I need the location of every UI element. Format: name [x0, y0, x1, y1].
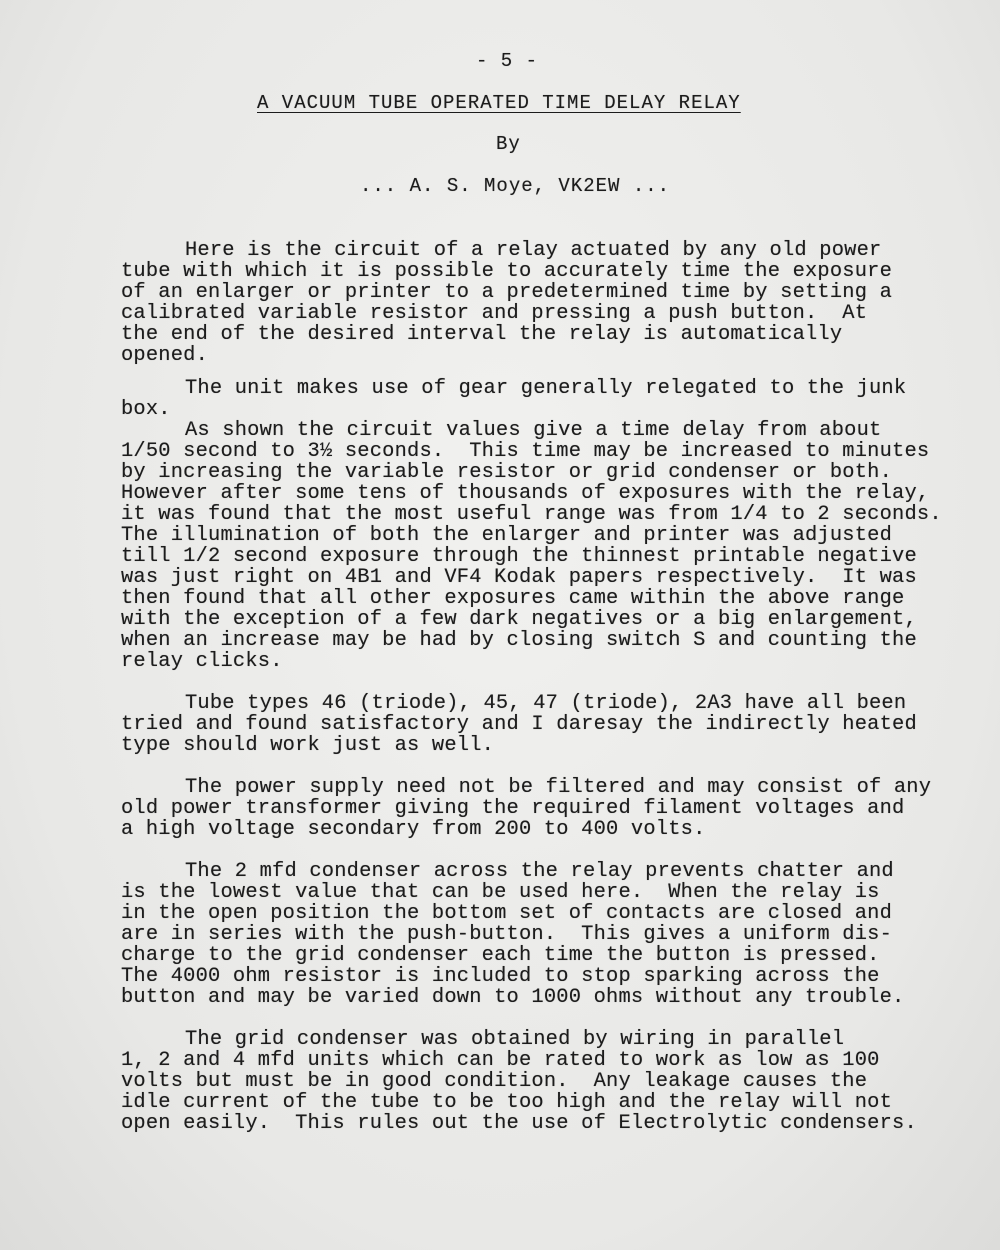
- text-line: it was found that the most useful range was from 1/4 to 2 seconds.: [121, 503, 942, 526]
- text-line: charge to the grid condenser each time the button is pressed.: [121, 944, 880, 967]
- text-line: The unit makes use of gear generally relegated to the junk: [185, 377, 907, 400]
- byline: By: [496, 133, 521, 155]
- text-line: was just right on 4B1 and VF4 Kodak papers respectively. It was: [121, 566, 917, 589]
- text-line: Tube types 46 (triode), 45, 47 (triode), 2A3 have all been: [185, 692, 907, 715]
- text-line: in the open position the bottom set of contacts are closed and: [121, 902, 893, 925]
- text-line: tried and found satisfactory and I daresay the indirectly heated: [121, 713, 917, 736]
- text-line: then found that all other exposures came within the above range: [121, 587, 905, 610]
- text-line: The 2 mfd condenser across the relay prevents chatter and: [185, 860, 894, 883]
- text-line: idle current of the tube to be too high and the relay will not: [121, 1091, 893, 1114]
- text-line: open easily. This rules out the use of Electrolytic condensers.: [121, 1112, 917, 1135]
- text-line: button and may be varied down to 1000 ohms without any trouble.: [121, 986, 905, 1009]
- author-line: ... A. S. Moye, VK2EW ...: [360, 175, 671, 197]
- text-line: with the exception of a few dark negatives or a big enlargement,: [121, 608, 917, 631]
- document-title: A VACUUM TUBE OPERATED TIME DELAY RELAY: [257, 92, 741, 114]
- text-line: box.: [121, 398, 171, 421]
- page-number: - 5 -: [476, 50, 539, 72]
- text-line: calibrated variable resistor and pressing a push button. At: [121, 302, 868, 325]
- text-line: The 4000 ohm resistor is included to stop sparking across the: [121, 965, 880, 988]
- text-line: is the lowest value that can be used here. When the relay is: [121, 881, 880, 904]
- text-line: till 1/2 second exposure through the thinnest printable negative: [121, 545, 917, 568]
- text-line: of an enlarger or printer to a predetermined time by setting a: [121, 281, 893, 304]
- text-line: the end of the desired interval the relay is automatically: [121, 323, 843, 346]
- text-line: However after some tens of thousands of exposures with the relay,: [121, 482, 930, 505]
- text-line: The grid condenser was obtained by wiring in parallel: [185, 1028, 845, 1051]
- text-line: by increasing the variable resistor or grid condenser or both.: [121, 461, 893, 484]
- text-line: old power transformer giving the required filament voltages and: [121, 797, 905, 820]
- text-line: The illumination of both the enlarger and printer was adjusted: [121, 524, 893, 547]
- text-line: As shown the circuit values give a time delay from about: [185, 419, 882, 442]
- text-line: tube with which it is possible to accurately time the exposure: [121, 260, 893, 283]
- text-line: 1/50 second to 3½ seconds. This time may be increased to minutes: [121, 440, 930, 463]
- text-line: a high voltage secondary from 200 to 400 volts.: [121, 818, 706, 841]
- text-line: are in series with the push-button. This gives a uniform dis-: [121, 923, 893, 946]
- text-line: Here is the circuit of a relay actuated by any old power: [185, 239, 882, 262]
- text-line: type should work just as well.: [121, 734, 495, 757]
- text-line: volts but must be in good condition. Any leakage causes the: [121, 1070, 868, 1093]
- text-line: 1, 2 and 4 mfd units which can be rated to work as low as 100: [121, 1049, 880, 1072]
- text-line: opened.: [121, 344, 209, 367]
- text-line: The power supply need not be filtered and may consist of any: [185, 776, 932, 799]
- text-line: relay clicks.: [121, 650, 283, 673]
- text-line: when an increase may be had by closing switch S and counting the: [121, 629, 917, 652]
